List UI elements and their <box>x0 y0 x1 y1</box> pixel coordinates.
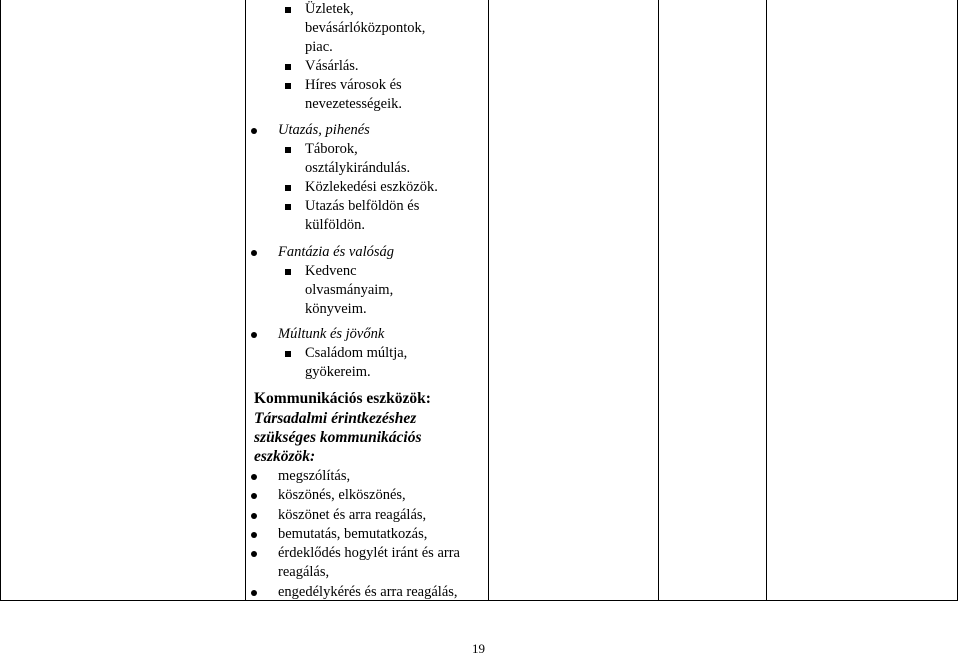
section-heading-text: Fantázia és valóság <box>278 244 394 260</box>
round-bullet-icon <box>251 128 257 134</box>
column-divider-1 <box>245 0 246 601</box>
column-divider-3 <box>658 0 659 601</box>
list-item-line: külföldön. <box>305 217 366 233</box>
round-bullet-icon <box>251 474 257 480</box>
section-heading-text: Múltunk és jövőnk <box>278 326 385 342</box>
list-item-line: Családom múltja, <box>305 345 408 361</box>
list-item-line: megszólítás, <box>278 468 351 484</box>
list-item-line: osztálykirándulás. <box>305 160 411 176</box>
round-bullet-icon <box>251 250 257 256</box>
communication-title: Kommunikációs eszközök: <box>254 390 431 407</box>
communication-subtitle: szükséges kommunikációs <box>254 429 422 446</box>
square-bullet-icon <box>285 7 291 13</box>
square-bullet-icon <box>285 147 291 153</box>
square-bullet-icon <box>285 64 291 70</box>
square-bullet-icon <box>285 83 291 89</box>
list-item-line: Kedvenc <box>305 263 357 279</box>
square-bullet-icon <box>285 185 291 191</box>
list-item-line: könyveim. <box>305 301 367 317</box>
list-item-line: olvasmányaim, <box>305 282 394 298</box>
list-item-line: Üzletek, <box>305 1 354 17</box>
list-item-line: gyökereim. <box>305 364 371 380</box>
section-heading-text: Utazás, pihenés <box>278 122 370 138</box>
square-bullet-icon <box>285 204 291 210</box>
list-item-line: Vásárlás. <box>305 58 359 74</box>
list-item-line: köszönet és arra reagálás, <box>278 507 427 523</box>
communication-subtitle: Társadalmi érintkezéshez <box>254 410 417 427</box>
list-item-line: nevezetességeik. <box>305 96 403 112</box>
round-bullet-icon <box>251 551 257 557</box>
list-item-line: Táborok, <box>305 141 358 157</box>
round-bullet-icon <box>251 332 257 338</box>
list-item-line: érdeklődés hogylét iránt és arra <box>278 545 460 561</box>
page-number: 19 <box>472 641 485 656</box>
table-border-right <box>957 0 958 601</box>
list-item-line: Híres városok és <box>305 77 402 93</box>
round-bullet-icon <box>251 532 257 538</box>
list-item-line: Utazás belföldön és <box>305 198 420 214</box>
square-bullet-icon <box>285 269 291 275</box>
table-border-bottom <box>0 600 958 601</box>
list-item-line: bevásárlóközpontok, <box>305 20 426 36</box>
round-bullet-icon <box>251 513 257 519</box>
round-bullet-icon <box>251 590 257 596</box>
list-item-line: engedélykérés és arra reagálás, <box>278 584 458 600</box>
table-border-left <box>0 0 1 601</box>
communication-subtitle: eszközök: <box>254 448 316 465</box>
list-item-line: bemutatás, bemutatkozás, <box>278 526 428 542</box>
round-bullet-icon <box>251 493 257 499</box>
list-item-line: piac. <box>305 39 333 55</box>
list-item-line: reagálás, <box>278 564 330 580</box>
list-item-line: Közlekedési eszközök. <box>305 179 438 195</box>
list-item-line: köszönés, elköszönés, <box>278 487 406 503</box>
column-divider-4 <box>766 0 767 601</box>
column-divider-2 <box>488 0 489 601</box>
square-bullet-icon <box>285 351 291 357</box>
